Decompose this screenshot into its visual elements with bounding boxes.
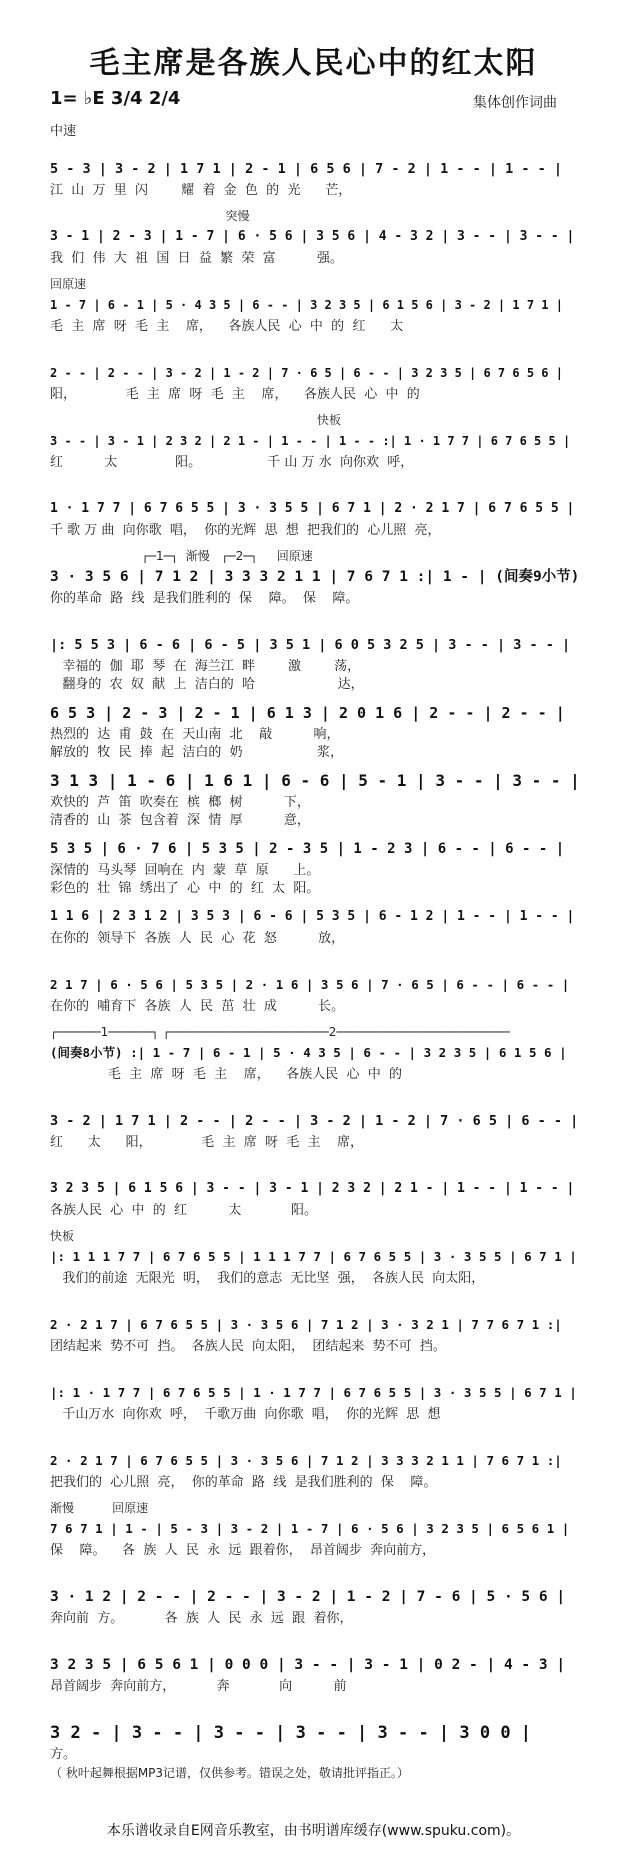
notation-line: 5 - 3 | 3 - 2 | 1 7 1 | 2 - 1 | 6 5 6 | 7 - 2 | 1 - - | 1 - - | — [50, 161, 563, 177]
system-marking: 突慢 — [50, 209, 250, 223]
system-marking — [50, 956, 580, 972]
footer-text: 本乐谱收录自E网音乐教室，由书明谱库缓存(www.spuku.com)。 — [106, 1823, 521, 1839]
notation-line: 3 · 3 5 6 | 7 1 2 | 3 3 3 2 1 1 | 7 6 7 1 :| 1 - | (间奏9小节) — [50, 569, 580, 585]
notation-line: 3 - - | 3 - 1 | 2 3 2 | 2 1 - | 1 - - | 1 - - :| 1 · 1 7 7 | 6 7 6 5 5 | — [50, 434, 571, 448]
notation-line: 3 2 3 5 | 6 1 5 6 | 3 - - | 3 - 1 | 2 3 2 | 2 1 - | 1 - - | 1 - - | — [50, 1181, 575, 1196]
system-marking: 快板 — [50, 1229, 75, 1243]
lyric-line: 翻身的 农 奴 献 上 洁白的 哈 达， — [50, 677, 364, 692]
notation-line: 1 · 1 7 7 | 6 7 6 5 5 | 3 · 3 5 5 | 6 7 1 | 2 · 2 1 7 | 6 7 6 5 5 | — [50, 501, 575, 516]
notation-line: 6 5 3 | 2 - 3 | 2 - 1 | 6 1 3 | 2 0 1 6 | 2 - - | 2 - - | — [50, 704, 565, 722]
lyric-line: 深情的 马头琴 回响在 内 蒙 草 原 上。 — [50, 863, 320, 878]
lyric-line: 方。 — [50, 1747, 77, 1762]
score-system — [50, 820, 580, 898]
system-marking — [50, 480, 580, 496]
score-system — [50, 140, 580, 200]
lyric-line: 我们的前途 无限光 明， 我们的意志 无比坚 强， 各族人民 向太阳， — [50, 1271, 485, 1286]
score-system — [50, 616, 580, 694]
notation-line: |: 1 1 1 7 7 | 6 7 6 5 5 | 1 1 1 7 7 | 6 7 6 5 5 | 3 · 3 5 5 | 6 7 1 | — [50, 1249, 577, 1264]
score-system — [50, 956, 580, 1016]
score-system — [50, 1092, 580, 1152]
system-marking — [50, 888, 580, 904]
notation-line: 2 1 7 | 6 · 5 6 | 5 3 5 | 2 · 1 6 | 3 5 6 | 7 · 6 5 | 6 - - | 6 - - | — [50, 977, 570, 992]
lyric-line: 幸福的 伽 耶 琴 在 海兰江 畔 激 荡， — [50, 659, 361, 674]
lyric-line: 解放的 牧 民 捧 起 洁白的 奶 浆， — [50, 745, 343, 760]
lyric-line: 奔向前 方。 各 族 人 民 永 远 跟 着你， — [50, 1611, 353, 1626]
notation-line: |: 1 · 1 7 7 | 6 7 6 5 5 | 1 · 1 7 7 | 6 7 6 5 5 | 3 · 3 5 5 | 6 7 1 | — [50, 1385, 577, 1400]
system-marking — [50, 752, 580, 768]
lyric-line: 千 歌 万 曲 向你歌 唱， 你的光辉 思 想 把我们的 心儿照 亮， — [50, 523, 441, 538]
score-system — [50, 1432, 580, 1492]
lyric-line: 昂首阔步 奔向前方， 奔 向 前 — [50, 1679, 347, 1694]
notation-line: 3 2 3 5 | 6 5 6 1 | 0 0 0 | 3 - - | 3 - 1 | 0 2 - | 4 - 3 | — [50, 1657, 566, 1673]
notation-line: 5 3 5 | 6 · 7 6 | 5 3 5 | 2 - 3 5 | 1 - 2 3 | 6 - - | 6 - - | — [50, 841, 565, 857]
notation-line: 2 · 2 1 7 | 6 7 6 5 5 | 3 · 3 5 6 | 7 1 2 | 3 · 3 2 1 | 7 7 6 7 1 :| — [50, 1317, 562, 1332]
lyric-line: 团结起来 势不可 挡。 各族人民 向太阳， 团结起来 势不可 挡。 — [50, 1339, 446, 1354]
notation-line: 3 2 - | 3 - - | 3 - - | 3 - - | 3 - - | 3 0 0 | — [50, 1723, 532, 1743]
notation-line: 2 - - | 2 - - | 3 - 2 | 1 - 2 | 7 · 6 5 | 6 - - | 3 2 3 5 | 6 7 6 5 6 | — [50, 366, 563, 380]
key-signature: 1= ♭E 3/4 2/4 — [50, 88, 181, 109]
system-marking: 渐慢 回原速 — [50, 1501, 149, 1515]
lyric-line: 我 们 伟 大 祖 国 日 益 繁 荣 富 强。 — [50, 251, 343, 266]
lyric-line: 彩色的 壮 锦 绣出了 心 中 的 红 太 阳。 — [50, 881, 320, 896]
notation-line: (间奏8小节) :| 1 - 7 | 6 - 1 | 5 · 4 3 5 | 6 - - | 3 2 3 5 | 6 1 5 6 | — [50, 1045, 567, 1060]
score-system — [50, 480, 580, 540]
system-marking — [50, 1092, 580, 1108]
system-marking: 快板 — [50, 413, 342, 427]
lyric-line: 各族人民 心 中 的 红 太 阳。 — [50, 1203, 317, 1218]
notation-line: 3 - 2 | 1 7 1 | 2 - - | 2 - - | 3 - 2 | 1 - 2 | 7 · 6 5 | 6 - - | — [50, 1113, 579, 1129]
credit: 集体创作词曲 — [473, 95, 557, 111]
lyric-line: 红 太 阳。 千 山 万 水 向你欢 呼， — [50, 455, 414, 470]
score-system — [50, 1500, 580, 1560]
lyric-line: 毛 主 席 呀 毛 主 席， 各族人民 心 中 的 红 太 — [50, 319, 404, 334]
lyric-line: 保 障。 各 族 人 民 永 远 跟着你， 昂首阔步 奔向前方， — [50, 1543, 436, 1558]
lyric-line: 你的革命 路 线 是我们胜利的 保 障。 保 障。 — [50, 591, 359, 606]
notation-line: 3 · 1 2 | 2 - - | 2 - - | 3 - 2 | 1 - 2 | 7 - 6 | 5 · 5 6 | — [50, 1589, 566, 1605]
notation-line: |: 5 5 3 | 6 - 6 | 6 - 5 | 3 5 1 | 6 0 5 3 2 5 | 3 - - | 3 - - | — [50, 637, 571, 653]
system-marking — [50, 1160, 580, 1176]
lyric-line: 江 山 万 里 闪 耀 着 金 色 的 光 芒， — [50, 183, 352, 198]
notation-line: 7 6 7 1 | 1 - | 5 - 3 | 3 - 2 | 1 - 7 | 6 · 5 6 | 3 2 3 5 | 6 5 6 1 | — [50, 1521, 570, 1536]
score-system — [50, 752, 580, 830]
score-system — [50, 1228, 580, 1288]
score-system — [50, 412, 580, 472]
lyric-line: 千山万水 向你欢 呼， 千歌万曲 向你歌 唱， 你的光辉 思 想 — [50, 1407, 441, 1422]
lyric-line: 在你的 哺育下 各族 人 民 茁 壮 成 长。 — [50, 999, 345, 1014]
notation-line: 3 1 3 | 1 - 6 | 1 6 1 | 6 - 6 | 5 - 1 | 3 - - | 3 - - | — [50, 771, 580, 790]
lyric-line: 红 太 阳， 毛 主 席 呀 毛 主 席， — [50, 1135, 364, 1150]
score-system — [50, 1160, 580, 1220]
score-system — [50, 208, 580, 268]
lyric-line: 欢快的 芦 笛 吹奏在 槟 榔 树 下， — [50, 795, 310, 810]
score-system — [50, 548, 580, 608]
score-system — [50, 1704, 580, 1781]
system-marking — [50, 684, 580, 700]
notation-line: 2 · 2 1 7 | 6 7 6 5 5 | 3 · 3 5 6 | 7 1 2 | 3 3 3 2 1 1 | 7 6 7 1 :| — [50, 1453, 562, 1468]
score-system — [50, 1296, 580, 1356]
score-system — [50, 1024, 580, 1084]
score-system — [50, 888, 580, 948]
system-marking: ┌──────1──────┐ ┌──────────────────────2──────────────────────── — [50, 1025, 510, 1039]
notation-line: 3 - 1 | 2 - 3 | 1 - 7 | 6 · 5 6 | 3 5 6 | 4 - 3 2 | 3 - - | 3 - - | — [50, 229, 575, 244]
system-marking — [50, 1432, 580, 1448]
lyric-line: 阳， 毛 主 席 呀 毛 主 席， 各族人民 心 中 的 — [50, 387, 420, 402]
lyric-line: 毛 主 席 呀 毛 主 席， 各族人民 心 中 的 — [50, 1067, 403, 1082]
system-marking — [50, 616, 580, 632]
system-marking — [50, 820, 580, 836]
score-system — [50, 1636, 580, 1696]
system-marking — [50, 1568, 580, 1584]
song-title: 毛主席是各族人民心中的红太阳 — [89, 46, 538, 81]
system-marking — [50, 140, 580, 156]
lyric-line: 在你的 领导下 各族 人 民 心 花 怒 放， — [50, 931, 345, 946]
notation-line: 1 1 6 | 2 3 1 2 | 3 5 3 | 6 - 6 | 5 3 5 | 6 - 1 2 | 1 - - | 1 - - | — [50, 909, 575, 924]
notation-line: 1 - 7 | 6 - 1 | 5 · 4 3 5 | 6 - - | 3 2 3 5 | 6 1 5 6 | 3 - 2 | 1 7 1 | — [50, 298, 563, 312]
system-marking: ┌─1─┐ 渐慢 ┌─2─┐ 回原速 — [50, 549, 313, 563]
score-system — [50, 684, 580, 762]
lyric-line: 热烈的 达 甫 鼓 在 天山南 北 敲 响， — [50, 727, 340, 742]
score-system — [50, 1568, 580, 1628]
transcription-note: （ 秋叶起舞根据MP3记谱，仅供参考。错误之处，敬请批评指正。） — [50, 1766, 410, 1780]
system-marking — [50, 1296, 580, 1312]
lyric-line: 清香的 山 茶 包含着 深 情 厚 意， — [50, 813, 310, 828]
score-system — [50, 1364, 580, 1424]
score-system — [50, 344, 580, 404]
system-marking: 回原速 — [50, 277, 87, 291]
score-system — [50, 276, 580, 336]
system-marking — [50, 344, 580, 360]
system-marking — [50, 1704, 580, 1720]
system-marking — [50, 1636, 580, 1652]
tempo-marking: 中速 — [50, 124, 77, 139]
lyric-line: 把我们的 心儿照 亮， 你的革命 路 线 是我们胜利的 保 障。 — [50, 1475, 437, 1490]
system-marking — [50, 1364, 580, 1380]
